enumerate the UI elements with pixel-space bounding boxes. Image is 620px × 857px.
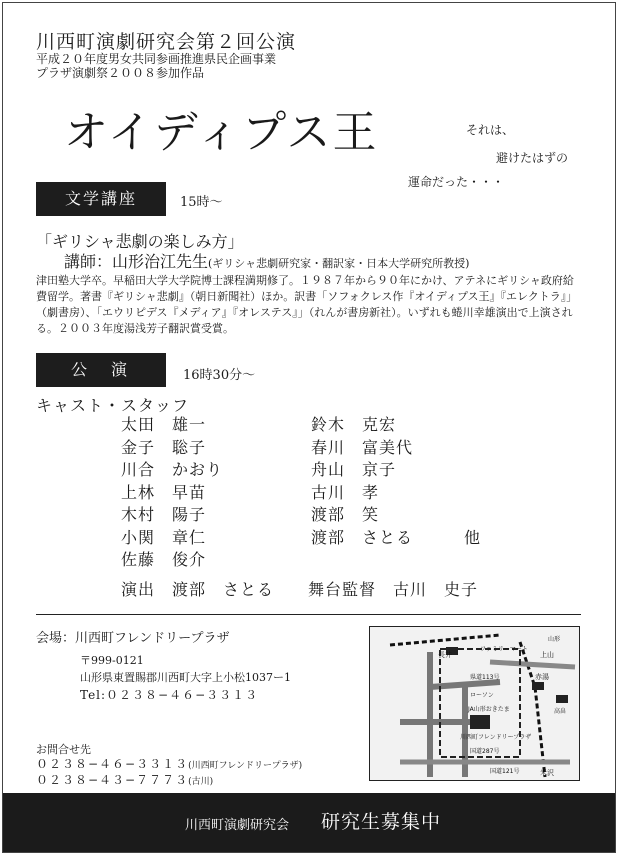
cast-member: 金子 聡子 <box>121 437 207 457</box>
cast-heading: キャスト・スタッフ <box>36 396 190 415</box>
teacher-affiliation: (ギリシャ悲劇研究家・翻訳家・日本大学研究所教授) <box>208 257 470 270</box>
subtitle-project: 平成２０年度男女共同参画推進県民企画事業 <box>36 52 277 66</box>
cast-member: 佐藤 俊介 <box>121 550 207 569</box>
access-map <box>369 626 580 781</box>
venue-address: 山形県東置賜郡川西町大字上小松1037ー1 <box>80 671 291 684</box>
teacher-bio: 津田塾大学卒。早稲田大学大学院博士課程満期修了。１９８７年から９０年にかけ、アテネにギリシャ政府給費留学。著書『ギリシャ悲劇』（朝日新聞社）ほか。訳書「ソフォクレス作『オイディプス王』『エレクトラ』」（劇書房）、「エウリピデス『メディア』『オレステス』」（れんが書房新社）。いずれも蜷川幸雄演出で上演される。２００３年度湯浅芳子翻訳賞受賞。 <box>36 274 578 335</box>
station-marker <box>556 695 568 703</box>
map-label: 山形 <box>548 636 561 643</box>
subtitle-festival: プラザ演劇祭２００８参加作品 <box>36 66 205 80</box>
cast-member: 木村 陽子 <box>121 505 207 524</box>
tagline-3: 運命だった・・・ <box>408 175 505 189</box>
cast-list-left <box>121 414 223 572</box>
venue-postal: 〒999-0121 <box>80 654 144 667</box>
footer-organization: 川西町演劇研究会 <box>185 818 290 833</box>
footer-recruit: 研究生募集中 <box>321 811 442 833</box>
map-label: ファミリーマート <box>480 646 528 653</box>
railway-line <box>390 635 500 645</box>
divider <box>36 614 581 615</box>
cast-member: 舟山 京子 <box>311 460 397 479</box>
inquiry-note-2: (古川) <box>188 777 214 787</box>
footer-banner <box>3 793 615 852</box>
cast-member: 春川 富美代 <box>311 437 414 457</box>
map-label: 米沢 <box>540 769 554 777</box>
map-label: 赤湯 <box>535 673 549 681</box>
inquiry-phone-2 <box>36 771 213 788</box>
cast-list-right <box>311 414 481 549</box>
lecture-time: 15時〜 <box>180 195 223 210</box>
performance-time: 16時30分〜 <box>183 368 256 383</box>
lecture-teacher <box>64 249 469 272</box>
venue-marker <box>470 715 490 729</box>
performance-section-label: 公 演 <box>36 353 166 387</box>
map-label: ローソン <box>470 692 494 699</box>
cast-member: 渡部 さとる 他 <box>311 527 482 547</box>
inquiry-number-1: ０２３８−４６−３３１３ <box>36 757 189 771</box>
map-drawing <box>370 627 579 780</box>
station-marker <box>532 682 544 690</box>
map-label: 上山 <box>540 651 554 659</box>
map-label: 長井 <box>438 651 452 659</box>
cast-member: 鈴木 克宏 <box>311 415 397 434</box>
venue-tel: Tel:０２３８−４６−３３１３ <box>80 688 259 702</box>
map-label: JA山形おきたま <box>468 706 510 713</box>
teacher-name: 講師：山形治江先生 <box>64 252 209 271</box>
cast-member: 川合 かおり <box>121 460 224 479</box>
play-title: オイディプス王 <box>64 107 379 158</box>
inquiry-phone-1 <box>36 755 302 772</box>
lecture-section-label: 文学講座 <box>36 182 166 216</box>
cast-member: 古川 孝 <box>311 482 380 502</box>
map-label: 国道121号 <box>490 768 520 775</box>
staff-line: 演出 渡部 さとる 舞台監督 古川 史子 <box>121 580 479 599</box>
map-label: 県道113号 <box>470 674 500 681</box>
cast-member: 太田 雄一 <box>121 415 207 434</box>
tagline-2: 避けたはずの <box>496 151 569 165</box>
lecture-title: 「ギリシャ悲劇の楽しみ方」 <box>36 232 244 251</box>
cast-member: 渡部 笑 <box>311 505 380 524</box>
map-label: 川西町フレンドリープラザ <box>460 734 532 741</box>
inquiry-heading: お問合せ先 <box>36 743 91 756</box>
inquiry-note-1: (川西町フレンドリープラザ) <box>188 761 303 771</box>
map-label: 国道287号 <box>470 748 500 755</box>
map-label: 高畠 <box>554 708 567 715</box>
road <box>490 662 575 667</box>
cast-member: 上林 早苗 <box>121 482 207 502</box>
cast-member: 小関 章仁 <box>121 527 207 547</box>
venue-label: 会場：川西町フレンドリープラザ <box>36 631 230 646</box>
organization-title: 川西町演劇研究会第２回公演 <box>36 31 297 53</box>
tagline-1: それは、 <box>466 123 515 137</box>
inquiry-number-2: ０２３８−４３−７７７３ <box>36 773 189 787</box>
